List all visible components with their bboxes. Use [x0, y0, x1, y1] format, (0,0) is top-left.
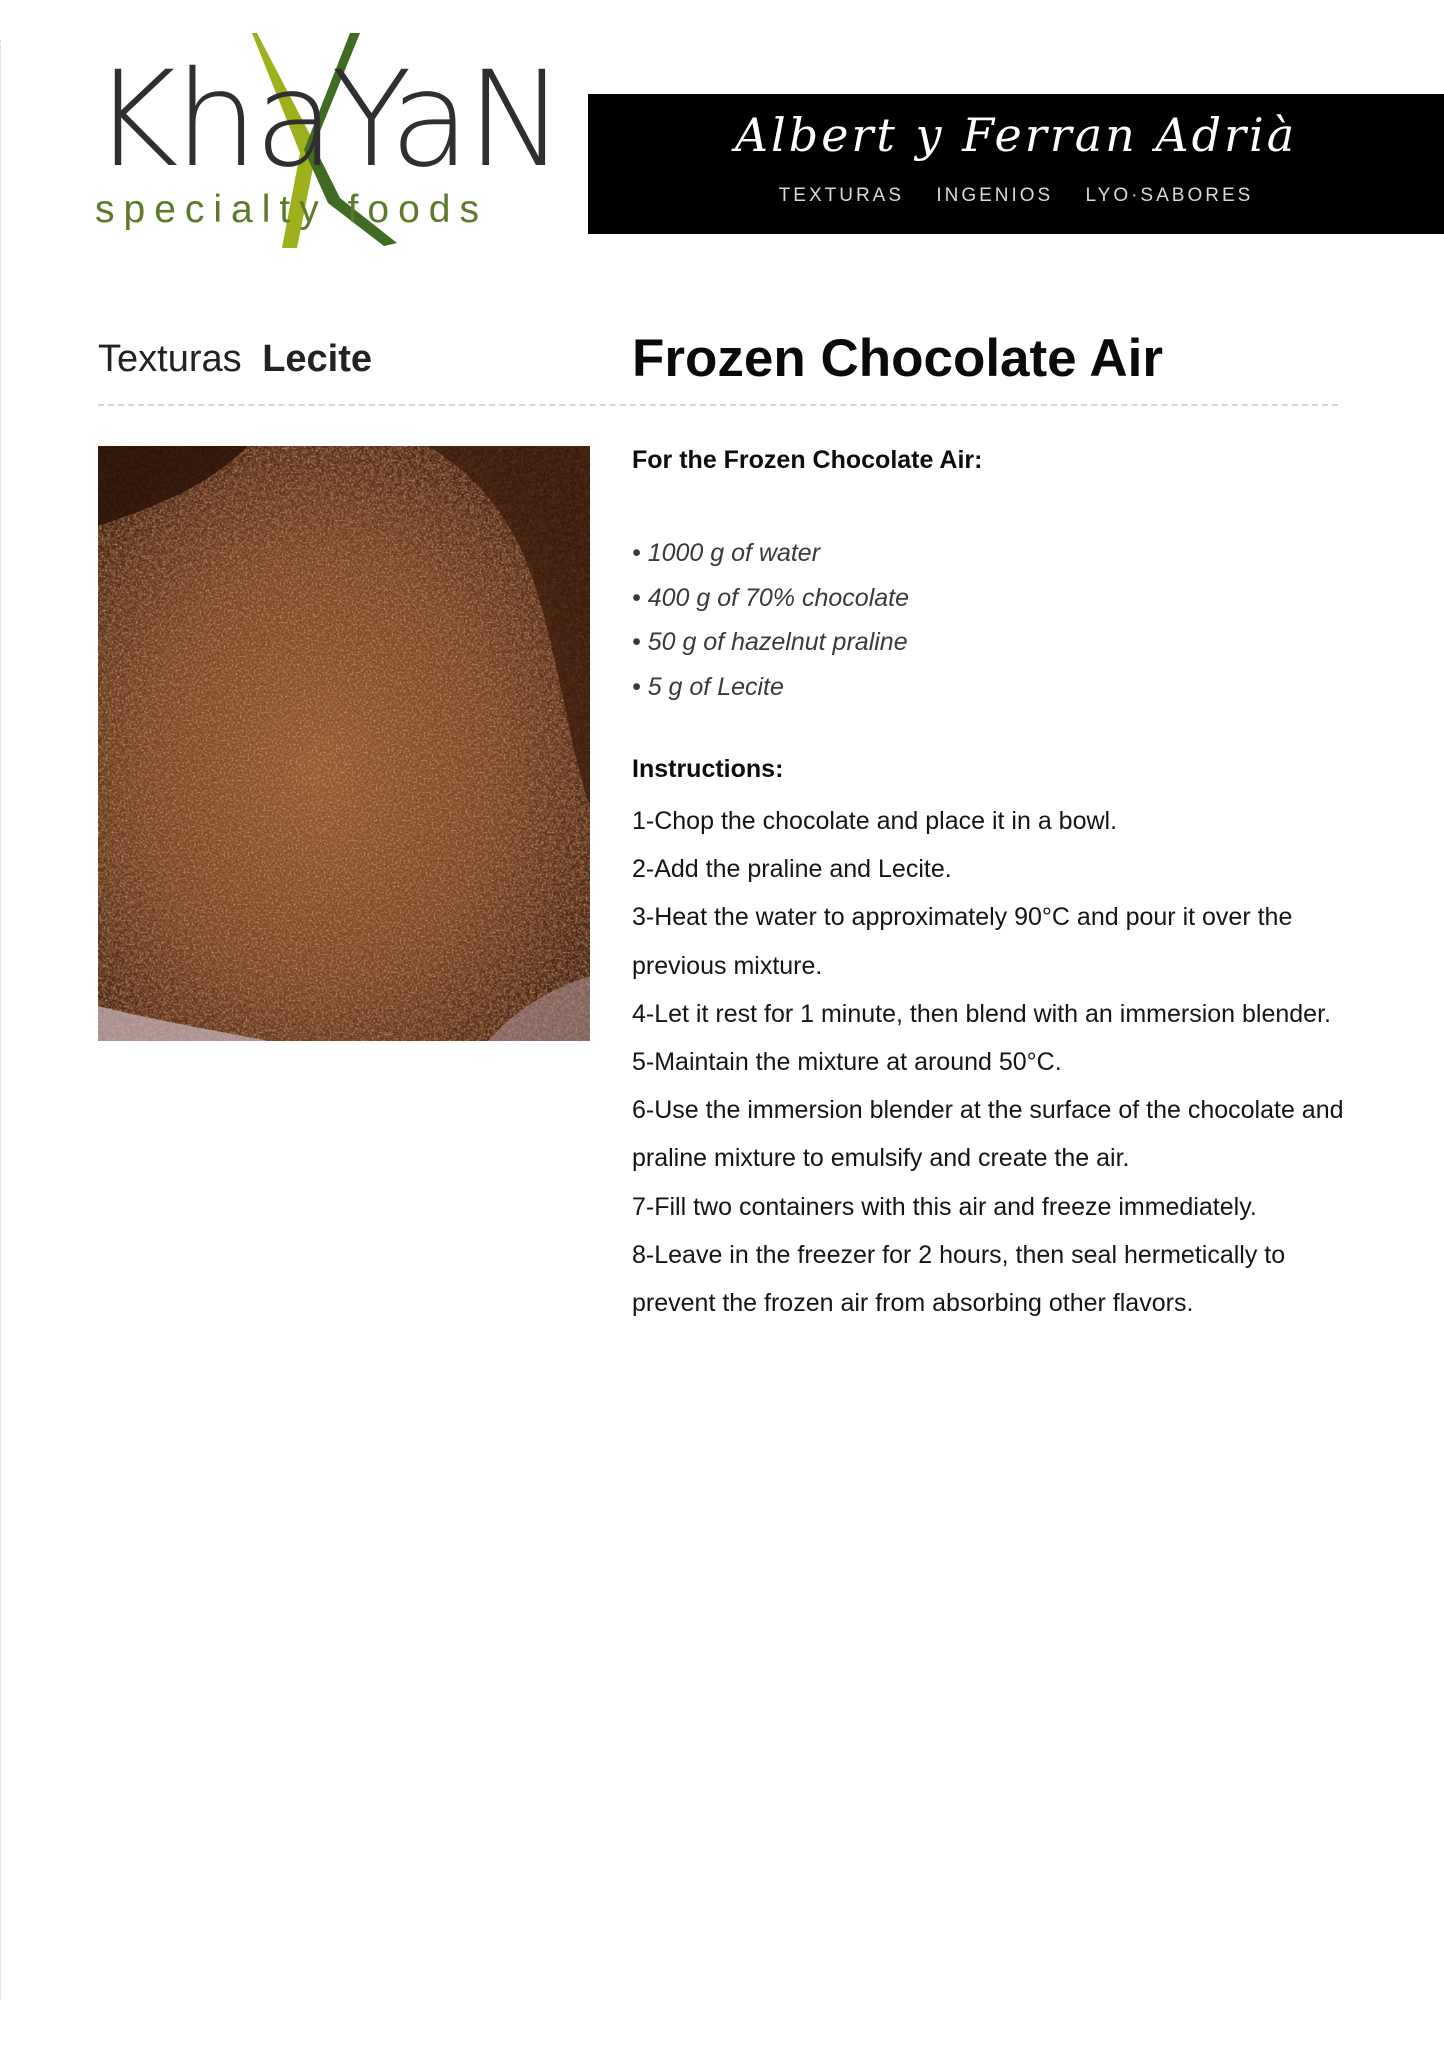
adria-signature: Albert y Ferran Adrià — [734, 108, 1298, 162]
instructions-list — [632, 797, 1352, 1327]
banner-item-ingenios: INGENIOS — [936, 185, 1054, 206]
header-divider — [98, 404, 1338, 406]
recipe-title: Frozen Chocolate Air — [632, 329, 1164, 388]
instruction-step: 3-Heat the water to approximately 90°C and pour it over the previous mixture. — [632, 903, 1293, 980]
instruction-step: 6-Use the immersion blender at the surface of the chocolate and praline mixture to emulsify and create the air. — [632, 1096, 1344, 1173]
instruction-step: 7-Fill two containers with this air and freeze immediately. — [632, 1192, 1257, 1221]
recipe-body — [632, 440, 1352, 1327]
instruction-step: 8-Leave in the freezer for 2 hours, then seal hermetically to prevent the frozen air from absorbing other flavors. — [632, 1240, 1286, 1318]
ingredients-list — [632, 531, 1352, 709]
instruction-step: 2-Add the praline and Lecite. — [632, 855, 952, 884]
ingredients-heading: For the Frozen Chocolate Air: — [632, 446, 983, 474]
instruction-step: 4-Let it rest for 1 minute, then blend with an immersion blender. — [632, 999, 1331, 1028]
banner-item-lyo-sabores: LYO·SABORES — [1085, 185, 1254, 206]
chocolate-air-photo — [98, 446, 590, 1041]
ingredient-item: • 50 g of hazelnut praline — [632, 628, 908, 656]
ingredient-item: • 400 g of 70% chocolate — [632, 583, 910, 612]
logo-wordmark: KhaYaN — [92, 43, 562, 197]
instructions-heading: Instructions: — [632, 755, 784, 783]
product-category — [98, 338, 372, 381]
banner-product-lines — [588, 185, 1444, 207]
page-edge-line — [0, 40, 1, 2000]
brand-banner — [588, 94, 1444, 234]
instruction-step: 5-Maintain the mixture at around 50°C. — [632, 1048, 1062, 1077]
banner-item-texturas: TEXTURAS — [778, 185, 905, 206]
category-name: Lecite — [262, 338, 373, 380]
ingredient-item: • 5 g of Lecite — [632, 672, 784, 701]
logo-tagline: specialty foods — [95, 188, 488, 231]
instruction-step: 1-Chop the chocolate and place it in a bowl. — [632, 807, 1118, 835]
category-prefix: Texturas — [98, 338, 242, 380]
ingredient-item: • 1000 g of water — [632, 539, 821, 567]
khayan-logo — [92, 28, 562, 253]
